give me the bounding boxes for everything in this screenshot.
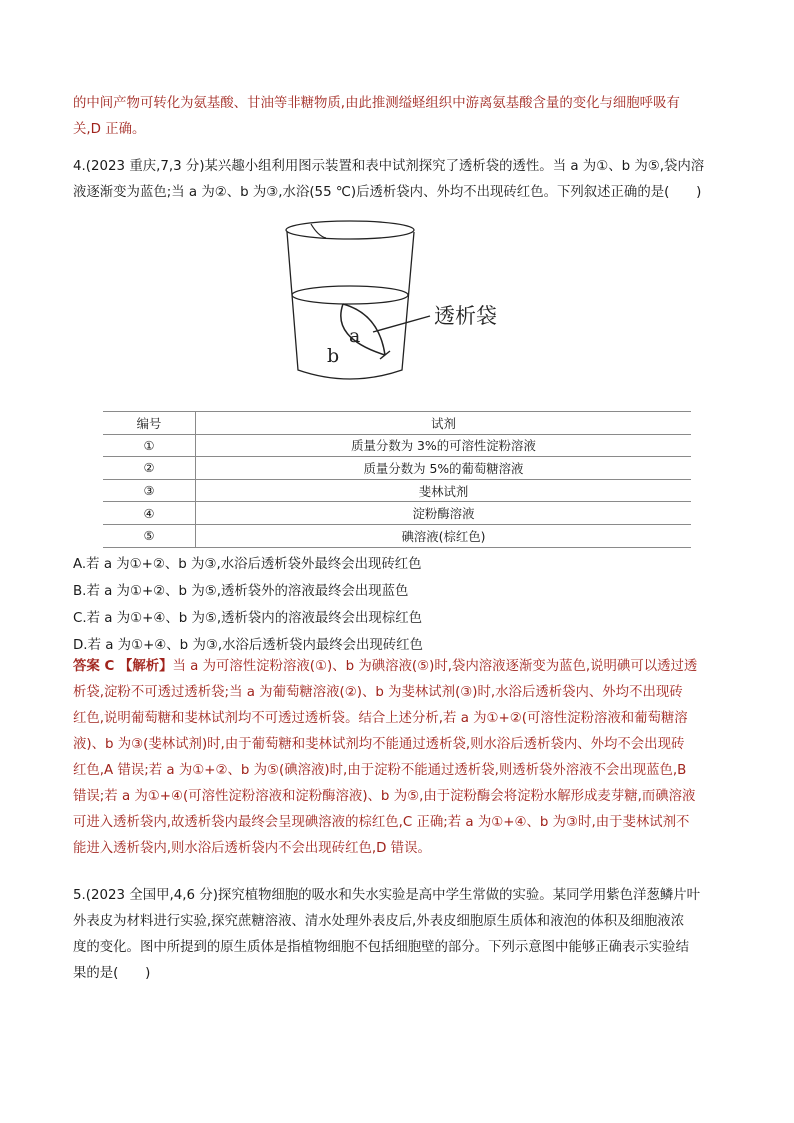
header-reagent: 试剂 bbox=[196, 412, 692, 435]
table-row: ② 质量分数为 5%的葡萄糖溶液 bbox=[103, 457, 691, 480]
answer-explanation: 答案 C 【解析】当 a 为可溶性淀粉溶液(①)、b 为碘溶液(⑤)时,袋内溶液逐渐变为蓝色,说明碘可以透过透 析袋,淀粉不可透过透析袋;当 a 为葡萄糖溶液(②)、b 为斐林试剂(③)时,水浴后透析袋内、外均不出现砖 红色,说明葡萄糖和斐林试剂均不可透过透析袋。结合上述分析,若 a 为①+②(可溶性淀粉溶液和葡萄糖溶 液)、b 为③(斐林试剂)时,由于葡萄糖和斐林试剂均不能通过透析袋,则水浴后透析袋内、外均不会出现砖 红色,A 错误;若 a 为①+②、b 为⑤(碘溶液)时,由于淀粉不能通过透析袋,则透析袋外溶液不会出现蓝色,B 错误;若 a 为①+④(可溶性淀粉溶液和淀粉酶溶液)、b 为⑤,由于淀粉酶会将淀粉水解形成麦芽糖,而碘溶液 可进入透析袋内,故透析袋内最终会呈现碘溶液的棕红色,C 正确;若 a 为①+④、b 为③时,由于斐林试剂不 能进入透析袋内,则水浴后透析袋内不会出现砖红色,D 错误。 bbox=[73, 659, 698, 856]
label-b: b bbox=[327, 345, 340, 367]
answer-label: 答案 C 【解析】 bbox=[73, 659, 173, 674]
option-b: B.若 a 为①+②、b 为⑤,透析袋外的溶液最终会出现蓝色 bbox=[73, 584, 409, 599]
dialysis-bag-beaker-figure bbox=[285, 212, 530, 392]
table-row: ③ 斐林试剂 bbox=[103, 479, 691, 502]
table-row: ⑤ 碘溶液(棕红色) bbox=[103, 524, 691, 547]
reagent-table bbox=[103, 411, 691, 548]
question-4-stem: 4.(2023 重庆,7,3 分)某兴趣小组利用图示装置和表中试剂探究了透析袋的透性。当 a 为①、b 为⑤,袋内溶 液逐渐变为蓝色;当 a 为②、b 为③,水浴(55 ℃)后透析袋内、外均不出现砖红色。下列叙述正确的是( ) bbox=[73, 159, 705, 200]
water-surface bbox=[292, 286, 408, 304]
option-a: A.若 a 为①+②、b 为③,水浴后透析袋外最终会出现砖红色 bbox=[73, 557, 422, 572]
option-c: C.若 a 为①+④、b 为⑤,透析袋内的溶液最终会出现棕红色 bbox=[73, 611, 422, 626]
question-5-stem: 5.(2023 全国甲,4,6 分)探究植物细胞的吸水和失水实验是高中学生常做的实验。某同学用紫色洋葱鳞片叶 外表皮为材料进行实验,探究蔗糖溶液、清水处理外表皮后,外表皮细胞原生质体和液泡的体积及细胞液浓 度的变化。图中所提到的原生质体是指植物细胞不包括细胞壁的部分。下列示意图中能够正确表示实验结 果的是( ) bbox=[73, 888, 700, 981]
beaker-spout bbox=[311, 224, 326, 238]
label-leader-line bbox=[373, 316, 430, 332]
table-row: ④ 淀粉酶溶液 bbox=[103, 502, 691, 525]
label-dialysis-bag: 透析袋 bbox=[434, 304, 497, 328]
beaker-walls bbox=[287, 232, 414, 379]
label-a: a bbox=[349, 325, 361, 347]
table-row: ① 质量分数为 3%的可溶性淀粉溶液 bbox=[103, 434, 691, 457]
beaker-rim bbox=[286, 221, 414, 239]
table-header-row bbox=[103, 412, 691, 435]
dialysis-bag bbox=[341, 304, 385, 355]
header-number: 编号 bbox=[103, 412, 196, 435]
option-d: D.若 a 为①+④、b 为③,水浴后透析袋内最终会出现砖红色 bbox=[73, 638, 423, 653]
previous-answer-continuation: 的中间产物可转化为氨基酸、甘油等非糖物质,由此推测缢蛏组织中游离氨基酸含量的变化与细胞呼吸有 关,D 正确。 bbox=[73, 96, 680, 137]
